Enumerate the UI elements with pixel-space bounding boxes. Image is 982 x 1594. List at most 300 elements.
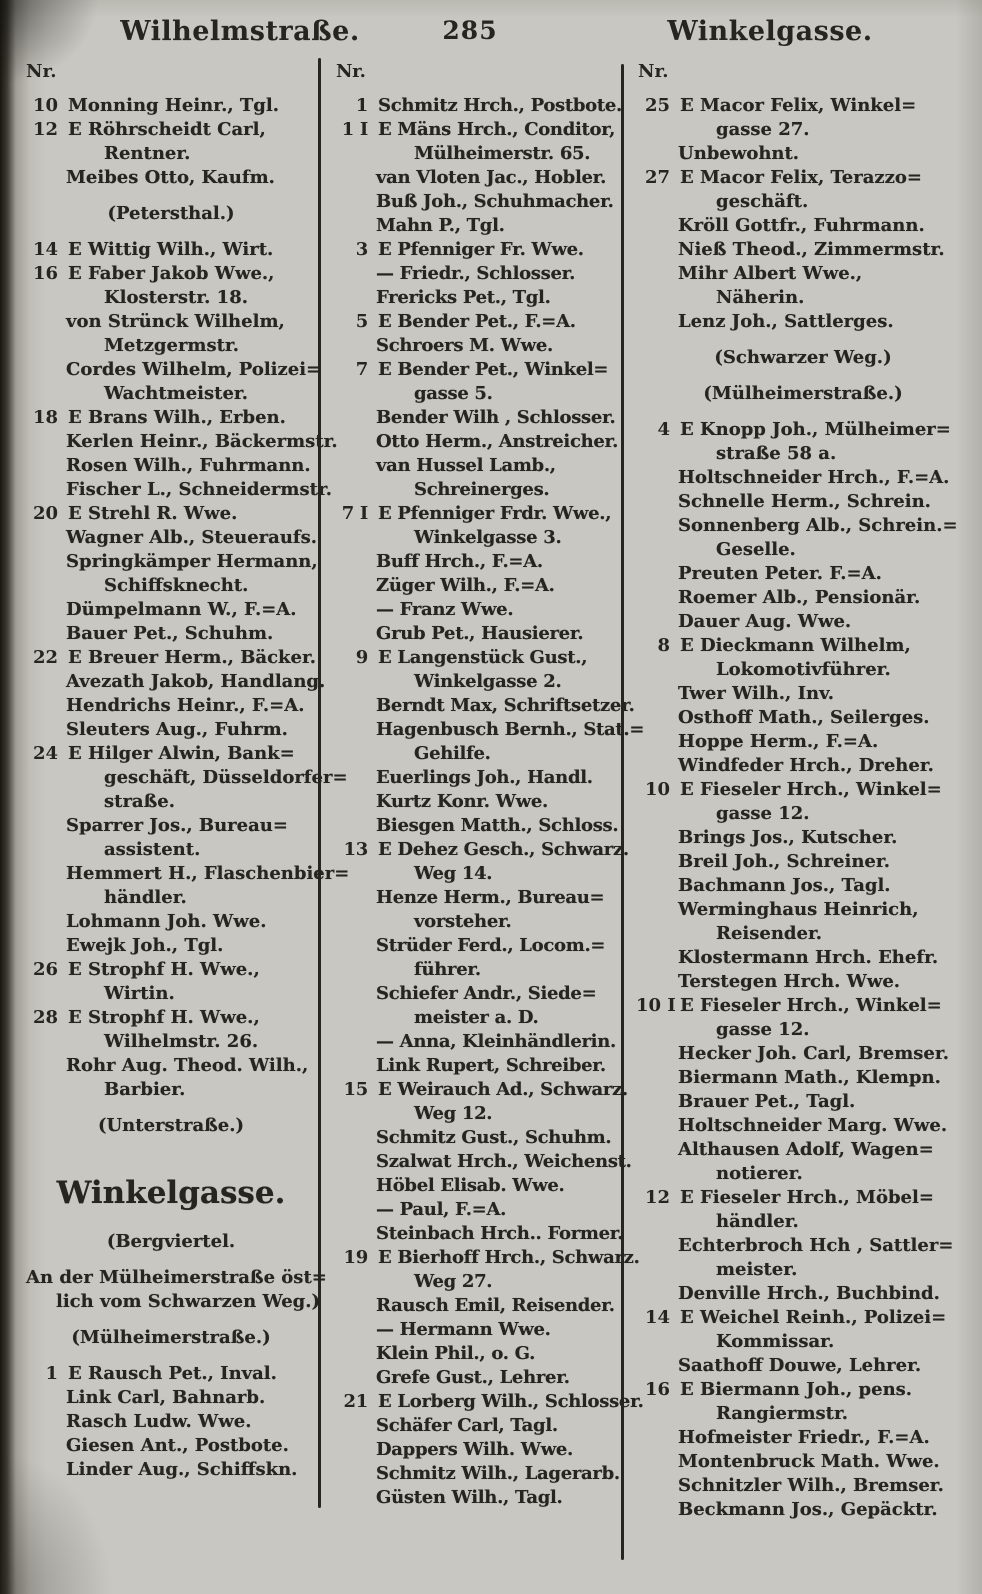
entry-text: (Unterstraße.) bbox=[97, 1115, 245, 1136]
entry-line bbox=[24, 406, 318, 430]
entry-text: Weg 27. bbox=[414, 1271, 493, 1292]
entry-line bbox=[334, 454, 618, 478]
entry-line bbox=[334, 238, 618, 262]
entry-line bbox=[24, 958, 318, 982]
entry-text: Geselle. bbox=[716, 539, 796, 560]
entry-line bbox=[334, 382, 618, 406]
house-number: 10 bbox=[644, 779, 670, 800]
entry-text: Lohmann Joh. Wwe. bbox=[66, 911, 267, 932]
entry-line bbox=[334, 118, 618, 142]
house-number: 1 bbox=[45, 1363, 58, 1384]
entry-text: Osthoff Math., Seilerges. bbox=[678, 707, 930, 728]
column-left bbox=[24, 60, 350, 1482]
entry-line bbox=[636, 490, 970, 514]
entry-text: Grefe Gust., Lehrer. bbox=[376, 1367, 570, 1388]
entry-text: Biesgen Matth., Schloss. bbox=[376, 815, 619, 836]
entry-text: Werminghaus Heinrich, bbox=[678, 899, 919, 920]
entry-text: Buff Hrch., F.=A. bbox=[376, 551, 543, 572]
entry-text: E Dehez Gesch., Schwarz. bbox=[378, 839, 629, 860]
entry-text: Ewejk Joh., Tgl. bbox=[66, 935, 224, 956]
house-number: 16 bbox=[644, 1379, 670, 1400]
entry-text: Holtschneider Marg. Wwe. bbox=[678, 1115, 948, 1136]
entry-line bbox=[24, 742, 318, 766]
entry-line bbox=[334, 694, 635, 718]
entry-line bbox=[636, 778, 970, 802]
entry-line bbox=[636, 1114, 970, 1138]
entry-text: van Vloten Jac., Hobler. bbox=[376, 167, 607, 188]
house-number: 7 I bbox=[341, 503, 368, 524]
entry-text: — Franz Wwe. bbox=[376, 599, 514, 620]
entry-line bbox=[636, 586, 970, 610]
house-number: 27 bbox=[644, 167, 670, 188]
entry-line bbox=[636, 1186, 970, 1210]
entry-line bbox=[636, 634, 970, 658]
entry-line bbox=[334, 502, 618, 526]
header-left-street-title: Wilhelmstraße. bbox=[120, 16, 360, 47]
entry-line bbox=[636, 466, 970, 490]
entry-line bbox=[334, 622, 618, 646]
nr-column-label: Nr. bbox=[336, 61, 366, 82]
entry-line bbox=[334, 1318, 618, 1342]
entry-text: Hemmert H., Flaschenbier= bbox=[66, 863, 350, 884]
entry-text: Bachmann Jos., Tagl. bbox=[678, 875, 891, 896]
house-number: 16 bbox=[32, 263, 58, 284]
entry-line bbox=[24, 550, 318, 574]
entry-text: Schreinerges. bbox=[414, 479, 550, 500]
entry-line bbox=[636, 874, 970, 898]
entry-text: Barbier. bbox=[104, 1079, 186, 1100]
locality-note bbox=[24, 1230, 318, 1254]
house-number: 1 I bbox=[341, 119, 368, 140]
entry-text: Kerlen Heinr., Bäckermstr. bbox=[66, 431, 338, 452]
entry-text: Rausch Emil, Reisender. bbox=[376, 1295, 615, 1316]
entry-text: Mihr Albert Wwe., bbox=[678, 263, 863, 284]
house-number: 12 bbox=[644, 1187, 670, 1208]
entry-text: E Macor Felix, Winkel= bbox=[680, 95, 917, 116]
entry-text: händler. bbox=[104, 887, 187, 908]
entry-line bbox=[636, 538, 970, 562]
entry-text: E Fieseler Hrch., Möbel= bbox=[680, 1187, 934, 1208]
entry-text: Winkelgasse 2. bbox=[414, 671, 562, 692]
entry-text: Schmitz Hrch., Postbote. bbox=[378, 95, 623, 116]
entry-text: Schroers M. Wwe. bbox=[376, 335, 553, 356]
entry-text: Avezath Jakob, Handlang. bbox=[66, 671, 326, 692]
entry-line bbox=[24, 886, 318, 910]
entry-text: Schnelle Herm., Schrein. bbox=[678, 491, 931, 512]
entry-text: E Fieseler Hrch., Winkel= bbox=[680, 779, 942, 800]
entry-line bbox=[334, 886, 618, 910]
entry-text: Steinbach Hrch.. Former. bbox=[376, 1223, 624, 1244]
entry-line bbox=[24, 766, 348, 790]
entry-line bbox=[334, 1222, 624, 1246]
entry-line bbox=[24, 94, 318, 118]
entry-text: E Pfenniger Frdr. Wwe., bbox=[378, 503, 612, 524]
entry-text: E Röhrscheidt Carl, bbox=[68, 119, 266, 140]
entry-line bbox=[334, 526, 618, 550]
entry-text: händler. bbox=[716, 1211, 799, 1232]
entry-text: Kurtz Konr. Wwe. bbox=[376, 791, 548, 812]
entry-line bbox=[636, 142, 970, 166]
entry-line bbox=[636, 826, 970, 850]
entry-text: Linder Aug., Schiffskn. bbox=[66, 1459, 298, 1480]
nr-column-label: Nr. bbox=[638, 61, 669, 82]
entry-line bbox=[24, 454, 318, 478]
entry-line bbox=[636, 1306, 970, 1330]
entry-line bbox=[24, 1386, 318, 1410]
entry-text: Euerlings Joh., Handl. bbox=[376, 767, 593, 788]
entry-text: Terstegen Hrch. Wwe. bbox=[678, 971, 901, 992]
entry-text: E Macor Felix, Terazzo= bbox=[680, 167, 922, 188]
entry-line bbox=[636, 1090, 970, 1114]
entry-line bbox=[24, 334, 318, 358]
entry-text: geschäft, Düsseldorfer= bbox=[104, 767, 348, 788]
entry-line bbox=[636, 802, 970, 826]
entry-text: — Hermann Wwe. bbox=[376, 1319, 551, 1340]
entry-text: Klosterstr. 18. bbox=[104, 287, 248, 308]
entry-text: Weg 12. bbox=[414, 1103, 493, 1124]
header-right-street-title: Winkelgasse. bbox=[667, 16, 873, 47]
entry-text: Wilhelmstr. 26. bbox=[104, 1031, 259, 1052]
entry-line bbox=[636, 1354, 970, 1378]
nr-column-label: Nr. bbox=[26, 61, 57, 82]
entry-text: Link Carl, Bahnarb. bbox=[66, 1387, 266, 1408]
locality-note bbox=[636, 382, 970, 406]
entry-text: Roemer Alb., Pensionär. bbox=[678, 587, 921, 608]
entry-line bbox=[636, 1258, 970, 1282]
entry-text: — Friedr., Schlosser. bbox=[376, 263, 576, 284]
entry-line bbox=[24, 598, 318, 622]
entry-line bbox=[636, 118, 970, 142]
house-number: 12 bbox=[32, 119, 58, 140]
entry-line bbox=[636, 946, 970, 970]
entry-line bbox=[636, 1018, 970, 1042]
entry-line bbox=[334, 1462, 618, 1486]
entry-text: Preuten Peter. F.=A. bbox=[678, 563, 882, 584]
entry-text: Link Rupert, Schreiber. bbox=[376, 1055, 606, 1076]
entry-text: gasse 12. bbox=[716, 1019, 810, 1040]
entry-line bbox=[636, 562, 970, 586]
entry-text: Windfeder Hrch., Dreher. bbox=[678, 755, 934, 776]
entry-text: Rasch Ludw. Wwe. bbox=[66, 1411, 252, 1432]
entry-line bbox=[24, 646, 318, 670]
entry-line bbox=[334, 430, 618, 454]
entry-text: Breil Joh., Schreiner. bbox=[678, 851, 890, 872]
house-number: 18 bbox=[32, 407, 58, 428]
house-number: 1 bbox=[355, 95, 368, 116]
entry-line bbox=[636, 1210, 970, 1234]
entry-text: Wagner Alb., Steueraufs. bbox=[66, 527, 318, 548]
entry-line bbox=[24, 358, 322, 382]
entry-line bbox=[334, 646, 618, 670]
entry-text: Hecker Joh. Carl, Bremser. bbox=[678, 1043, 949, 1064]
entry-text: notierer. bbox=[716, 1163, 803, 1184]
entry-line bbox=[334, 1270, 618, 1294]
entry-text: E Lorberg Wilh., Schlosser. bbox=[378, 1391, 644, 1412]
entry-line bbox=[334, 982, 618, 1006]
entry-text: E Strophf H. Wwe., bbox=[68, 1007, 260, 1028]
entry-line bbox=[636, 1162, 970, 1186]
entry-text: (Schwarzer Weg.) bbox=[714, 347, 892, 368]
house-number: 24 bbox=[32, 743, 58, 764]
entry-text: Nieß Theod., Zimmermstr. bbox=[678, 239, 945, 260]
entry-text: Schiefer Andr., Siede= bbox=[376, 983, 597, 1004]
entry-text: E Bierhoff Hrch., Schwarz. bbox=[378, 1247, 640, 1268]
entry-line bbox=[334, 1366, 618, 1390]
entry-line bbox=[636, 442, 970, 466]
entry-line bbox=[636, 238, 970, 262]
entry-text: Näherin. bbox=[716, 287, 805, 308]
entry-line bbox=[24, 262, 318, 286]
entry-line bbox=[334, 1150, 632, 1174]
entry-text: Schiffsknecht. bbox=[104, 575, 249, 596]
entry-line bbox=[24, 862, 350, 886]
entry-line bbox=[334, 910, 618, 934]
locality-note bbox=[24, 1114, 318, 1138]
entry-text: E Dieckmann Wilhelm, bbox=[680, 635, 911, 656]
house-number: 26 bbox=[32, 959, 58, 980]
entry-text: Mahn P., Tgl. bbox=[376, 215, 505, 236]
entry-text: Henze Herm., Bureau= bbox=[376, 887, 605, 908]
entry-text: straße 58 a. bbox=[716, 443, 837, 464]
entry-line bbox=[334, 310, 618, 334]
entry-line bbox=[334, 286, 618, 310]
entry-line bbox=[334, 1126, 618, 1150]
entry-line bbox=[334, 862, 618, 886]
entry-line bbox=[334, 934, 618, 958]
entry-text: (Bergviertel. bbox=[106, 1231, 236, 1252]
column-middle bbox=[334, 60, 645, 1510]
entry-line bbox=[334, 262, 618, 286]
entry-text: E Bender Pet., F.=A. bbox=[378, 311, 576, 332]
entry-text: geschäft. bbox=[716, 191, 809, 212]
entry-text: Brauer Pet., Tagl. bbox=[678, 1091, 856, 1112]
entry-text: Saathoff Douwe, Lehrer. bbox=[678, 1355, 922, 1376]
entry-line bbox=[334, 94, 623, 118]
entry-line bbox=[24, 142, 318, 166]
entry-text: Dappers Wilh. Wwe. bbox=[376, 1439, 574, 1460]
entry-text: Bender Wilh , Schlosser. bbox=[376, 407, 616, 428]
entry-line bbox=[334, 358, 618, 382]
entry-line bbox=[636, 754, 970, 778]
entry-text: (Mülheimerstraße.) bbox=[71, 1327, 271, 1348]
entry-text: Lokomotivführer. bbox=[716, 659, 891, 680]
entry-text: Klostermann Hrch. Ehefr. bbox=[678, 947, 939, 968]
entry-line bbox=[334, 1006, 618, 1030]
entry-line bbox=[24, 478, 332, 502]
entry-line bbox=[334, 1054, 618, 1078]
house-number: 10 bbox=[32, 95, 58, 116]
entry-line bbox=[24, 718, 318, 742]
entry-line bbox=[636, 898, 970, 922]
entry-line bbox=[334, 550, 618, 574]
entry-text: Wirtin. bbox=[104, 983, 175, 1004]
entry-line bbox=[24, 502, 318, 526]
entry-text: E Strophf H. Wwe., bbox=[68, 959, 260, 980]
entry-line bbox=[636, 682, 970, 706]
column-right bbox=[636, 60, 970, 1522]
entry-line bbox=[334, 1486, 618, 1510]
entry-text: assistent. bbox=[104, 839, 201, 860]
entry-line bbox=[334, 1198, 618, 1222]
entry-line bbox=[334, 166, 618, 190]
entry-line bbox=[24, 526, 318, 550]
entry-text: — Anna, Kleinhändlerin. bbox=[376, 1031, 616, 1052]
entry-text: Metzgermstr. bbox=[104, 335, 240, 356]
page-number: 285 bbox=[442, 16, 498, 45]
entry-text: Hendrichs Heinr., F.=A. bbox=[66, 695, 305, 716]
entry-text: E Hilger Alwin, Bank= bbox=[68, 743, 295, 764]
entry-text: E Langenstück Gust., bbox=[378, 647, 588, 668]
entry-line bbox=[334, 1294, 618, 1318]
house-number: 13 bbox=[343, 839, 368, 860]
entry-line bbox=[334, 1078, 628, 1102]
entry-line bbox=[636, 850, 970, 874]
entry-line bbox=[24, 1078, 318, 1102]
entry-line bbox=[24, 1362, 318, 1386]
entry-line bbox=[636, 94, 970, 118]
entry-text: Lenz Joh., Sattlerges. bbox=[678, 311, 894, 332]
locality-note bbox=[636, 346, 970, 370]
entry-text: (Mülheimerstraße.) bbox=[703, 383, 903, 404]
entry-text: Winkelgasse 3. bbox=[414, 527, 562, 548]
street-section-heading bbox=[24, 1176, 318, 1210]
locality-note bbox=[24, 202, 318, 226]
entry-line bbox=[334, 1390, 644, 1414]
entry-line bbox=[334, 1030, 618, 1054]
entry-line bbox=[24, 574, 318, 598]
entry-text: Brings Jos., Kutscher. bbox=[678, 827, 898, 848]
entry-line bbox=[24, 910, 318, 934]
entry-text: Wachtmeister. bbox=[104, 383, 249, 404]
entry-line bbox=[636, 1138, 970, 1162]
entry-text: Klein Phil., o. G. bbox=[376, 1343, 536, 1364]
entry-line bbox=[636, 922, 970, 946]
entry-line bbox=[636, 262, 970, 286]
entry-line bbox=[636, 1042, 970, 1066]
entry-text: Züger Wilh., F.=A. bbox=[376, 575, 555, 596]
entry-text: Grub Pet., Hausierer. bbox=[376, 623, 584, 644]
entry-text: Springkämper Hermann, bbox=[66, 551, 318, 572]
entry-line bbox=[636, 1234, 970, 1258]
entry-text: E Strehl R. Wwe. bbox=[68, 503, 238, 524]
house-number: 22 bbox=[32, 647, 58, 668]
entry-text: E Biermann Joh., pens. bbox=[680, 1379, 913, 1400]
house-number: 4 bbox=[657, 419, 670, 440]
house-number: 19 bbox=[343, 1247, 368, 1268]
entry-line bbox=[24, 934, 318, 958]
entry-text: Dümpelmann W., F.=A. bbox=[66, 599, 297, 620]
house-number: 25 bbox=[644, 95, 670, 116]
entry-line bbox=[636, 166, 970, 190]
entry-text: Twer Wilh., Inv. bbox=[678, 683, 834, 704]
entry-text: Giesen Ant., Postbote. bbox=[66, 1435, 289, 1456]
entry-line bbox=[636, 1426, 970, 1450]
entry-line bbox=[24, 430, 338, 454]
entry-line bbox=[334, 766, 618, 790]
entry-line bbox=[24, 166, 318, 190]
entry-text: Fischer L., Schneidermstr. bbox=[66, 479, 332, 500]
entry-line bbox=[24, 694, 318, 718]
entry-line bbox=[334, 574, 618, 598]
entry-text: Sonnenberg Alb., Schrein.= bbox=[678, 515, 958, 536]
entry-line bbox=[334, 334, 618, 358]
entry-text: führer. bbox=[414, 959, 481, 980]
column-divider bbox=[621, 64, 624, 1560]
entry-line bbox=[334, 958, 618, 982]
entry-text: E Weichel Reinh., Polizei= bbox=[680, 1307, 947, 1328]
entry-text: Kommissar. bbox=[716, 1331, 835, 1352]
entry-text: Hofmeister Friedr., F.=A. bbox=[678, 1427, 930, 1448]
house-number: 7 bbox=[355, 359, 368, 380]
entry-text: E Brans Wilh., Erben. bbox=[68, 407, 286, 428]
entry-text: Rosen Wilh., Fuhrmann. bbox=[66, 455, 311, 476]
entry-text: Dauer Aug. Wwe. bbox=[678, 611, 852, 632]
entry-text: Denville Hrch., Buchbind. bbox=[678, 1283, 940, 1304]
entry-text: E Knopp Joh., Mülheimer= bbox=[680, 419, 951, 440]
entry-line bbox=[636, 1450, 970, 1474]
entry-line bbox=[24, 1458, 318, 1482]
entry-text: Biermann Math., Klempn. bbox=[678, 1067, 941, 1088]
entry-text: Rentner. bbox=[104, 143, 191, 164]
entry-line bbox=[24, 982, 318, 1006]
entry-line bbox=[24, 238, 318, 262]
entry-line bbox=[24, 1006, 318, 1030]
entry-line bbox=[24, 1434, 318, 1458]
locality-note bbox=[24, 1290, 321, 1314]
entry-text: An der Mülheimerstraße öst= bbox=[26, 1267, 327, 1288]
entry-line bbox=[24, 1054, 318, 1078]
entry-text: Schäfer Carl, Tagl. bbox=[376, 1415, 558, 1436]
entry-text: E Wittig Wilh., Wirt. bbox=[68, 239, 274, 260]
entry-text: Frericks Pet., Tgl. bbox=[376, 287, 551, 308]
entry-line bbox=[636, 610, 970, 634]
entry-line bbox=[636, 310, 970, 334]
house-number: 14 bbox=[32, 239, 58, 260]
entry-text: Rangiermstr. bbox=[716, 1403, 849, 1424]
entry-line bbox=[24, 838, 318, 862]
entry-line bbox=[24, 310, 318, 334]
entry-line bbox=[24, 1410, 318, 1434]
entry-line bbox=[334, 1438, 618, 1462]
entry-text: E Faber Jakob Wwe., bbox=[68, 263, 275, 284]
entry-text: Cordes Wilhelm, Polizei= bbox=[66, 359, 322, 380]
entry-text: Rohr Aug. Theod. Wilh., bbox=[66, 1055, 309, 1076]
entry-text: gasse 27. bbox=[716, 119, 810, 140]
entry-text: E Mäns Hrch., Conditor, bbox=[378, 119, 616, 140]
entry-line bbox=[24, 118, 318, 142]
entry-text: Buß Joh., Schuhmacher. bbox=[376, 191, 614, 212]
entry-text: Hoppe Herm., F.=A. bbox=[678, 731, 879, 752]
entry-text: lich vom Schwarzen Weg.) bbox=[56, 1291, 321, 1312]
entry-text: Meibes Otto, Kaufm. bbox=[66, 167, 275, 188]
entry-line bbox=[636, 970, 970, 994]
entry-line bbox=[334, 142, 618, 166]
entry-line bbox=[636, 286, 970, 310]
entry-text: Kröll Gottfr., Fuhrmann. bbox=[678, 215, 925, 236]
entry-line bbox=[636, 1378, 970, 1402]
entry-text: Echterbroch Hch , Sattler= bbox=[678, 1235, 954, 1256]
house-number: 28 bbox=[32, 1007, 58, 1028]
entry-line bbox=[334, 1174, 618, 1198]
entry-text: Gehilfe. bbox=[414, 743, 491, 764]
entry-line bbox=[24, 1030, 318, 1054]
entry-line bbox=[24, 286, 318, 310]
house-number: 9 bbox=[355, 647, 368, 668]
entry-line bbox=[24, 814, 318, 838]
entry-line bbox=[334, 190, 618, 214]
entry-line bbox=[636, 658, 970, 682]
entry-text: Berndt Max, Schriftsetzer. bbox=[376, 695, 635, 716]
